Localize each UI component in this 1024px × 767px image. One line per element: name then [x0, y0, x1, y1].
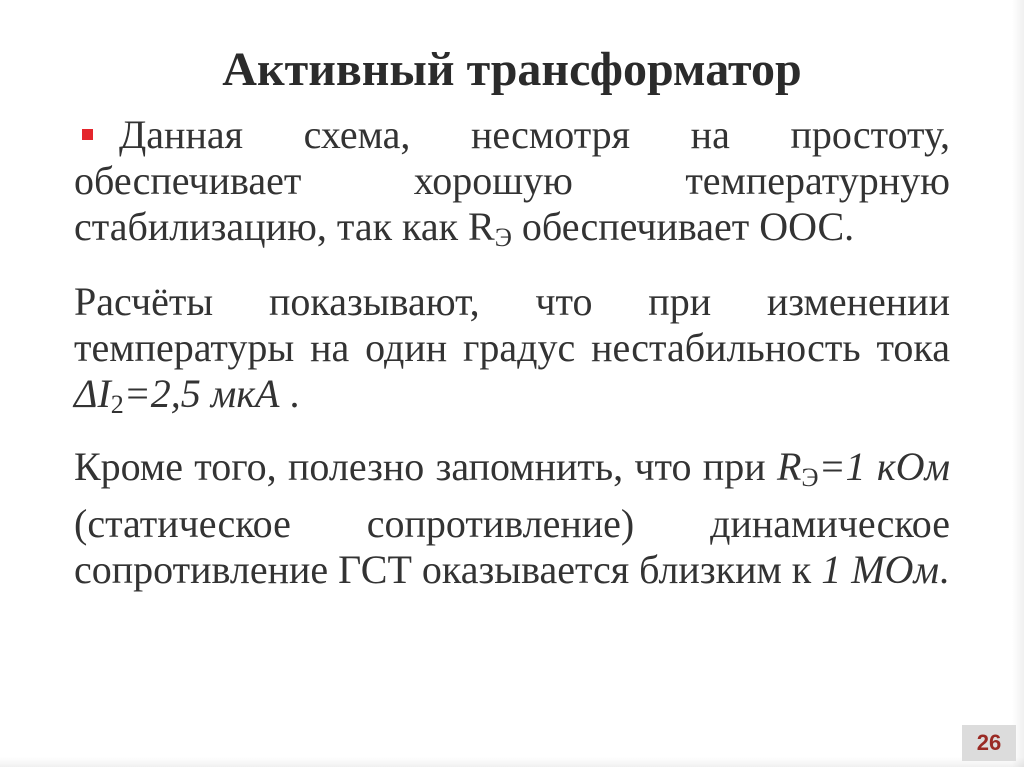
- slide-title: Активный трансформатор: [222, 43, 802, 96]
- page-number-badge: [962, 725, 1016, 761]
- page-number: 26: [976, 730, 1002, 755]
- paragraph-2-text: Расчёты показывают, что при изменении температуры на один градус нестабильность тока: [74, 279, 950, 370]
- resistor-subscript: Э: [494, 223, 512, 252]
- slide-body: [74, 112, 950, 593]
- paragraph-2-end: .: [279, 371, 300, 416]
- paragraph-1: [74, 112, 950, 261]
- paragraph-3: [74, 444, 950, 593]
- paragraph-3-middle: (статическое сопротивление) динамическое сопротивление ГСТ оказывается близким к: [74, 501, 950, 592]
- paragraph-1-end: обеспечивает ООС.: [511, 204, 855, 249]
- current-delta: ΔI: [74, 371, 111, 416]
- current-subscript: 2: [110, 390, 124, 419]
- current-value: =2,5 мкА: [123, 371, 280, 416]
- resistor-value: =1 кОм: [818, 444, 950, 489]
- resistance-result: 1 МОм: [821, 547, 939, 592]
- paragraph-2: [74, 279, 950, 428]
- resistor-symbol: R: [776, 444, 802, 489]
- bullet-marker: [82, 129, 93, 140]
- paragraph-1-text: Данная схема, несмотря на простоту, обеспечивает хорошую температурную стабилизацию, так как R: [74, 112, 950, 249]
- resistor-symbol-subscript: Э: [801, 463, 819, 492]
- slide-shadow-right: [1012, 0, 1024, 767]
- slide-shadow-bottom: [0, 757, 1024, 767]
- paragraph-3-end: .: [938, 547, 949, 592]
- paragraph-3-start: Кроме того, полезно запомнить, что при: [74, 444, 777, 489]
